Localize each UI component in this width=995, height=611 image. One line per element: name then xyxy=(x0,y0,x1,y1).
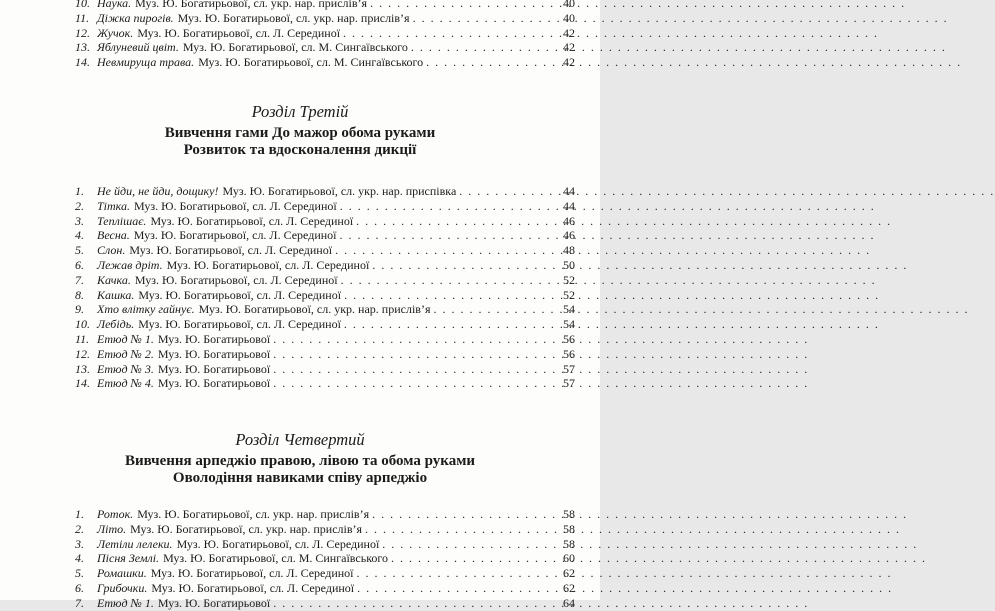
toc-row xyxy=(75,551,575,566)
dot-leader xyxy=(343,26,546,41)
dot-leader xyxy=(459,184,546,199)
toc-row xyxy=(75,302,575,317)
toc-row xyxy=(75,288,575,303)
toc-row-number: 7. xyxy=(75,272,84,287)
toc-row-title: Летіли лелеки. xyxy=(97,536,173,551)
toc-row-title: Етюд № 4. xyxy=(97,376,154,391)
toc-row xyxy=(75,507,575,522)
toc-row-title: Качка. xyxy=(97,272,131,287)
toc-row xyxy=(75,596,575,611)
section-subtitle-line1: Вивчення арпеджіо правою, лівою та обома руками xyxy=(124,453,476,469)
toc-row-title: Пісня Землі. xyxy=(97,551,160,566)
dot-leader xyxy=(382,537,546,552)
dot-leader xyxy=(370,0,546,11)
toc-row-page-number: 46 xyxy=(563,213,575,228)
toc-row-title: Діжка пирогів. xyxy=(97,10,174,25)
toc-row-page-number: 46 xyxy=(563,228,575,243)
toc-row-number: 5. xyxy=(75,566,84,581)
dot-leader xyxy=(340,228,547,243)
toc-list-previous-section xyxy=(75,0,575,70)
toc-row-page-number: 40 xyxy=(563,10,575,25)
toc-row xyxy=(75,376,575,391)
toc-row-page-number: 62 xyxy=(563,566,575,581)
dot-leader xyxy=(426,55,546,70)
toc-row-credits: Муз. Ю. Богатирьової, сл. Л. Серединої xyxy=(138,287,342,302)
toc-row xyxy=(75,11,575,26)
toc-row-number: 5. xyxy=(75,243,84,258)
toc-row-credits: Муз. Ю. Богатирьової, сл. М. Сингаївського xyxy=(198,55,424,70)
toc-row-title: Етюд № 2. xyxy=(97,346,154,361)
toc-row-title: Хто влітку гайнує. xyxy=(97,302,195,317)
toc-row-credits: Муз. Ю. Богатирьової, сл. М. Сингаївського xyxy=(182,40,408,55)
dot-leader xyxy=(273,332,546,347)
section-subtitle-line2: Оволодіння навиками співу арпеджіо xyxy=(172,470,428,486)
toc-row-page-number: 64 xyxy=(563,595,575,610)
toc-row-title: Невмируща трава. xyxy=(97,55,195,70)
toc-row-number: 1. xyxy=(75,507,84,521)
toc-row-page-number: 57 xyxy=(563,361,575,376)
toc-row-page-number: 58 xyxy=(563,536,575,551)
toc-row-credits: Муз. Ю. Богатирьової, сл. укр. нар. прислів’я xyxy=(130,521,363,536)
section-subtitle-line2: Розвиток та вдосконалення дикції xyxy=(183,142,417,158)
toc-row-title: Грибочки. xyxy=(97,580,148,595)
dot-leader xyxy=(344,317,546,332)
toc-row-credits: Муз. Ю. Богатирьової, сл. укр. нар. приспівка xyxy=(222,184,457,198)
toc-row-title: Етюд № 1. xyxy=(97,595,154,610)
toc-row-page-number: 60 xyxy=(563,551,575,566)
toc-row xyxy=(75,55,575,70)
dot-leader xyxy=(372,507,546,522)
toc-row-number: 9. xyxy=(75,302,84,317)
toc-row-credits: Муз. Ю. Богатирьової, сл. Л. Серединої xyxy=(176,536,380,551)
toc-row-page-number: 50 xyxy=(563,257,575,272)
toc-row xyxy=(75,258,575,273)
toc-row xyxy=(75,332,575,347)
toc-row-page-number: 62 xyxy=(563,580,575,595)
chapter-title: Розділ Четвертий xyxy=(235,430,365,449)
toc-row xyxy=(75,184,575,199)
toc-row-page-number: 42 xyxy=(563,55,575,70)
toc-row-number: 1. xyxy=(75,184,84,198)
dot-leader xyxy=(372,258,546,273)
toc-list-section-three xyxy=(75,184,575,391)
dot-leader xyxy=(335,243,546,258)
toc-row-credits: Муз. Ю. Богатирьової xyxy=(157,595,271,610)
toc-row-page-number: 44 xyxy=(563,184,575,198)
toc-row-number: 11. xyxy=(75,331,90,346)
toc-row-title: Етюд № 3. xyxy=(97,361,154,376)
toc-row-title: Весна. xyxy=(97,228,130,243)
dot-leader xyxy=(433,302,546,317)
toc-row-page-number: 56 xyxy=(563,331,575,346)
toc-row xyxy=(75,273,575,288)
toc-row-number: 11. xyxy=(75,10,90,25)
toc-row-title: Слон. xyxy=(97,243,126,258)
toc-row-number: 10. xyxy=(75,317,90,332)
section-four-heading xyxy=(0,430,600,487)
toc-row-credits: Муз. Ю. Богатирьової, сл. укр. нар. прислів’я xyxy=(135,0,368,10)
toc-row xyxy=(75,199,575,214)
toc-row-title: Тітка. xyxy=(97,198,130,213)
toc-row-credits: Муз. Ю. Богатирьової, сл. Л. Серединої xyxy=(150,213,354,228)
toc-row-credits: Муз. Ю. Богатирьової, сл. Л. Серединої xyxy=(166,257,370,272)
toc-row-page-number: 56 xyxy=(563,346,575,361)
toc-row-title: Лебідь. xyxy=(97,317,135,332)
chapter-title: Розділ Третій xyxy=(251,102,349,121)
dot-leader xyxy=(365,522,546,537)
toc-row-number: 4. xyxy=(75,551,84,566)
dot-leader xyxy=(273,596,546,611)
toc-row-credits: Муз. Ю. Богатирьової xyxy=(157,361,271,376)
toc-row-page-number: 42 xyxy=(563,40,575,55)
dot-leader xyxy=(411,40,546,55)
toc-row-page-number: 42 xyxy=(563,25,575,40)
section-three-heading xyxy=(0,102,600,159)
toc-row xyxy=(75,40,575,55)
toc-row xyxy=(75,228,575,243)
toc-row-title: Кашка. xyxy=(97,287,135,302)
dot-leader xyxy=(273,376,546,391)
dot-leader xyxy=(413,11,546,26)
toc-row-page-number: 40 xyxy=(563,0,575,10)
toc-row xyxy=(75,0,575,11)
toc-row-number: 3. xyxy=(75,536,84,551)
toc-row-title: Лежав дріт. xyxy=(97,257,163,272)
toc-row-page-number: 57 xyxy=(563,376,575,391)
toc-row-credits: Муз. Ю. Богатирьової, сл. Л. Серединої xyxy=(138,317,341,332)
toc-row-number: 14. xyxy=(75,55,90,70)
dot-leader xyxy=(340,199,546,214)
dot-leader xyxy=(357,581,546,596)
toc-row-number: 13. xyxy=(75,40,90,55)
toc-row xyxy=(75,317,575,332)
section-subtitle-line1: Вивчення гами До мажор обома руками xyxy=(164,125,436,141)
toc-row-title: Наука. xyxy=(97,0,132,10)
toc-row xyxy=(75,362,575,377)
dot-leader xyxy=(391,551,546,566)
toc-row-page-number: 48 xyxy=(563,243,575,258)
toc-row-credits: Муз. Ю. Богатирьової, сл. Л. Серединої xyxy=(137,25,341,40)
toc-row-page-number: 44 xyxy=(563,198,575,213)
toc-row-number: 2. xyxy=(75,198,84,213)
toc-row xyxy=(75,566,575,581)
toc-row-number: 13. xyxy=(75,361,90,376)
dot-leader xyxy=(273,362,546,377)
toc-row-page-number: 58 xyxy=(563,521,575,536)
toc-row-credits: Муз. Ю. Богатирьової, сл. укр. нар. прислів’я xyxy=(137,507,370,521)
toc-row-page-number: 52 xyxy=(563,272,575,287)
toc-row-credits: Муз. Ю. Богатирьової, сл. Л. Серединої xyxy=(133,228,337,243)
toc-row-credits: Муз. Ю. Богатирьової, сл. Л. Серединої xyxy=(134,272,338,287)
toc-row-number: 4. xyxy=(75,228,84,243)
toc-row-title: Літо. xyxy=(97,521,127,536)
dot-leader xyxy=(273,347,546,362)
toc-list-section-four xyxy=(75,507,575,611)
toc-row-credits: Муз. Ю. Богатирьової, сл. Л. Серединої xyxy=(150,566,354,581)
toc-row xyxy=(75,522,575,537)
toc-row-page-number: 52 xyxy=(563,287,575,302)
toc-row-credits: Муз. Ю. Богатирьової, сл. укр. нар. прислів’я xyxy=(177,10,410,25)
toc-row-number: 6. xyxy=(75,257,84,272)
dot-leader xyxy=(357,566,547,581)
toc-row-credits: Муз. Ю. Богатирьової xyxy=(157,331,271,346)
toc-row-credits: Муз. Ю. Богатирьової xyxy=(157,376,271,391)
toc-row-credits: Муз. Ю. Богатирьової, сл. Л. Серединої xyxy=(151,580,355,595)
toc-row-credits: Муз. Ю. Богатирьової xyxy=(157,346,271,361)
toc-row-number: 12. xyxy=(75,346,90,361)
toc-row xyxy=(75,26,575,41)
toc-row-credits: Муз. Ю. Богатирьової, сл. Л. Серединої xyxy=(129,243,333,258)
toc-row-title: Теплішає. xyxy=(97,213,147,228)
dot-leader xyxy=(341,273,546,288)
toc-row xyxy=(75,243,575,258)
toc-row-number: 14. xyxy=(75,376,90,391)
toc-row-title: Етюд № 1. xyxy=(97,331,154,346)
toc-row xyxy=(75,537,575,552)
dot-leader xyxy=(344,288,546,303)
toc-row-number: 6. xyxy=(75,580,84,595)
toc-row-number: 2. xyxy=(75,521,84,536)
toc-row-page-number: 54 xyxy=(563,317,575,332)
toc-row xyxy=(75,581,575,596)
toc-row-credits: Муз. Ю. Богатирьової, сл. укр. нар. прислів’я xyxy=(198,302,431,317)
toc-row-title: Яблуневий цвіт. xyxy=(97,40,179,55)
toc-row-number: 10. xyxy=(75,0,90,10)
dot-leader xyxy=(356,214,546,229)
toc-row-number: 12. xyxy=(75,25,90,40)
toc-row-number: 8. xyxy=(75,287,84,302)
toc-row-page-number: 54 xyxy=(563,302,575,317)
toc-row-number: 3. xyxy=(75,213,84,228)
toc-row-page-number: 58 xyxy=(563,507,575,521)
toc-row-credits: Муз. Ю. Богатирьової, сл. Л. Серединої xyxy=(134,198,337,213)
toc-row-title: Не йди, не йди, дощику! xyxy=(97,184,219,198)
toc-row xyxy=(75,214,575,229)
toc-row-title: Ромашки. xyxy=(97,566,147,581)
toc-row-number: 7. xyxy=(75,595,84,610)
toc-row-title: Жучок. xyxy=(97,25,134,40)
toc-row-title: Роток. xyxy=(97,507,134,521)
toc-row-credits: Муз. Ю. Богатирьової, сл. М. Сингаївського xyxy=(163,551,389,566)
toc-row xyxy=(75,347,575,362)
